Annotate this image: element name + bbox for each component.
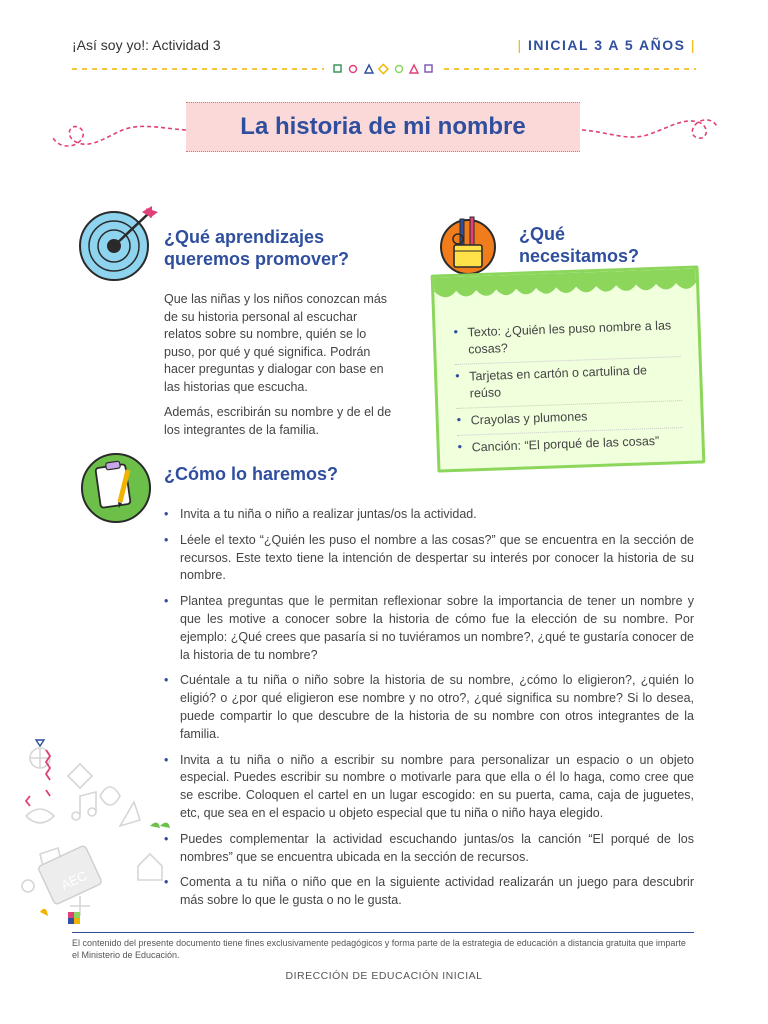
bar-right-divider: | (690, 37, 696, 53)
header-rule (72, 62, 696, 76)
step-item: • Comenta a tu niña o niño que en la siguiente actividad realizarán un juego para descubrir más sobre lo que le gusta o no le gusta. (164, 874, 694, 910)
step-item: • Puedes complementar la actividad escuchando juntas/os la canción “El porqué de los nombres” que se encuentra ubicada en la sección de recursos. (164, 831, 694, 867)
materials-item: • Canción: “El porqué de las cosas” (457, 428, 684, 462)
learning-heading (164, 226, 349, 270)
steps-list (164, 506, 694, 918)
pencil-cup-icon (440, 215, 496, 277)
step-item: • Cuéntale a tu niña o niño sobre la historia de su nombre, ¿cómo lo eligieron?, ¿quién lo eligió? o ¿por qué eligieron ese nombre y no otro?, ¿qué significa su nombre? Si lo desea, puede compartir lo que descubre de la historia de su nombre con otros integrantes de la familia. (164, 672, 694, 743)
learning-heading-line2: queremos promover? (164, 249, 350, 269)
target-icon (78, 204, 166, 284)
footer-rule (72, 932, 694, 933)
right-swirl-decoration (580, 108, 720, 158)
page-title: La historia de mi nombre (240, 113, 526, 140)
level-text: INICIAL 3 A 5 AÑOS (528, 37, 686, 53)
level-label (518, 37, 697, 53)
materials-note-card (431, 265, 706, 472)
board-text: AEC (58, 867, 90, 893)
materials-item: • Tarjetas en cartón o cartulina de reúso (455, 357, 682, 409)
learning-paragraph-2: Además, escribirán su nombre y de el de los integrantes de la familia. (164, 405, 392, 437)
step-item: • Plantea preguntas que le permitan reflexionar sobre la importancia de tener un nombre y que les motive a conocer sobre la historia de cómo fue la elección de su nombre. Por ejemplo: ¿Qué crees que pasaría si no tuviéramos un nombre?, ¿qué te gustaría conocer de la historia de tu nombre? (164, 593, 694, 664)
materials-heading-line1: ¿Qué (519, 224, 566, 244)
footer-note: El contenido del presente documento tiene fines exclusivamente pedagógicos y forma parte de la estrategia de educación a distancia gratuita que imparte el Ministerio de Educación. (72, 938, 686, 960)
step-item: • Invita a tu niña o niño a escribir su nombre para personalizar un espacio o un objeto especial. Puedes escribir su nombre o motivarle para que ella o él lo haga, como cree que se escribe. Coloquen el cartel en un lugar escogido: en su puerta, cama, caja de juguetes, etc, que sea en el espacio u objeto especial que tu niña o niño haya elegido. (164, 752, 694, 823)
clipboard-icon (76, 452, 156, 524)
materials-item: • Crayolas y plumones (456, 401, 683, 436)
bar-left-divider: | (517, 37, 523, 53)
title-banner (186, 102, 580, 152)
materials-heading-line2: necesitamos? (519, 246, 640, 266)
footer-direction: DIRECCIÓN DE EDUCACIÓN INICIAL (285, 970, 483, 982)
activity-label: ¡Así soy yo!: Actividad 3 (72, 37, 221, 53)
doodles-decoration (10, 736, 170, 926)
learning-paragraph-1: Que las niñas y los niños conozcan más de su historia personal al escuchar relatos sobre su nombre, quién se lo puso, por qué y qué significa. Podrán hacer preguntas y dialogar con base en las historias que escucha. (164, 292, 388, 394)
learning-text (164, 291, 396, 447)
materials-item: • Texto: ¿Quién les puso nombre a las cosas? (453, 313, 680, 365)
left-swirl-decoration (48, 108, 188, 158)
step-item: • Invita a tu niña o niño a realizar juntas/os la actividad. (164, 506, 694, 524)
learning-heading-line1: ¿Qué aprendizajes (164, 227, 325, 247)
step-item: • Léele el texto “¿Quién les puso el nombre a las cosas?” que se encuentra en la sección de recursos. Este texto tiene la intención de despertar su interés por conocer la historia de su nombre. (164, 532, 694, 585)
how-heading: ¿Cómo lo haremos? (164, 464, 339, 484)
materials-heading (519, 223, 639, 267)
